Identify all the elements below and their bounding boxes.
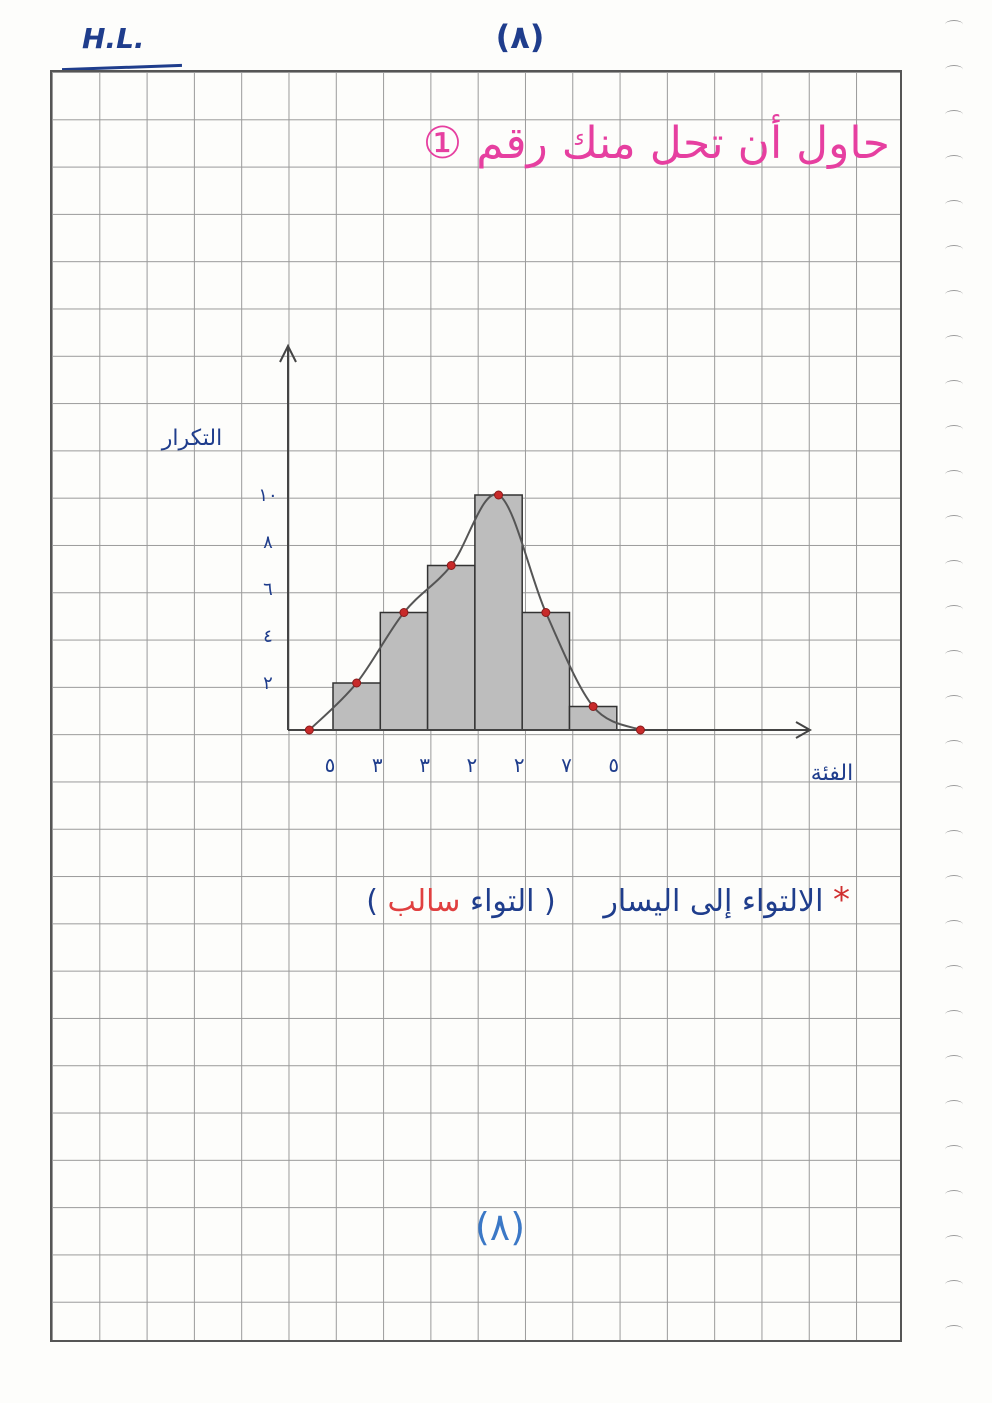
page-title: حاول أن تحل منك رقم ① [422,118,890,169]
histogram-bar [380,613,427,731]
note-paren-close: ) [366,884,378,919]
histogram-bar [428,566,475,731]
y-axis-label: التكرار [161,426,223,451]
curve-point [589,703,597,711]
bars-group [333,495,617,730]
x-tick-label: ٢ [513,753,525,777]
histogram-bar [475,495,522,730]
skew-note [160,880,850,940]
note-star: * [833,880,850,920]
y-tick-label: ٢ [263,673,273,694]
y-tick-label: ٤ [263,626,273,647]
x-axis-label: الفئة [810,761,854,786]
x-tick-label: ٥ [324,753,336,777]
curve-point [447,562,455,570]
author-initials: H.L. [82,22,145,55]
page-number-bottom: (٨) [474,1205,526,1249]
note-text-negative: سالب [387,884,461,919]
note-paren-open: ( [543,884,556,919]
x-tick-label: ٣ [419,753,430,777]
x-tick-label: ٧ [561,753,572,777]
page-number-top: (٨) [495,18,545,56]
curve-point [400,609,408,617]
note-text-skew: التواء [469,884,535,919]
curve-point [353,679,361,687]
histogram-bar [522,613,569,731]
y-tick-label: ٦ [263,579,273,600]
curve-point [636,726,644,734]
curve-point [305,726,313,734]
y-tick-label: ٨ [263,532,273,553]
x-tick-label: ٣ [371,753,383,777]
histogram-bar [333,683,380,730]
note-text-left-skew: الالتواء إلى اليسار [603,884,824,919]
x-tick-label: ٢ [466,753,478,777]
curve-point [542,609,550,617]
curve-point [495,491,503,499]
x-tick-label: ٥ [608,753,620,777]
y-tick-label: ١٠ [258,485,278,506]
